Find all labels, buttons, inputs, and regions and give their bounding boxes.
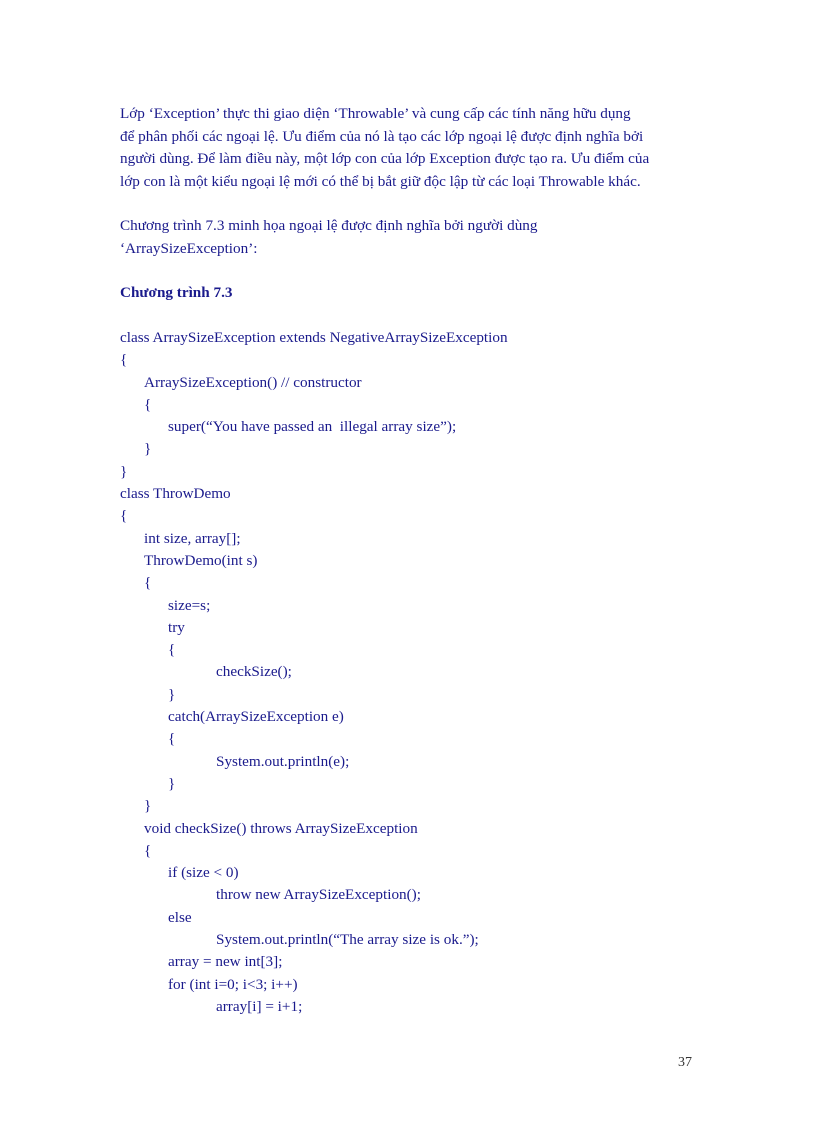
program-intro-paragraph — [120, 215, 710, 260]
code-listing — [120, 327, 508, 1018]
code-line: throw new ArraySizeException(); — [216, 886, 421, 904]
code-line: System.out.println(e); — [216, 752, 350, 770]
code-line: { — [168, 641, 176, 659]
code-line: checkSize(); — [216, 663, 292, 681]
paragraph-line: người dùng. Để làm điều này, một lớp con của lớp Exception được tạo ra. Ưu điểm của — [120, 150, 650, 168]
code-line: { — [144, 841, 152, 859]
code-line: super(“You have passed an illegal array size”); — [168, 418, 457, 436]
code-line: int size, array[]; — [144, 529, 241, 547]
page-number: 37 — [678, 1055, 692, 1070]
code-line: for (int i=0; i<3; i++) — [168, 975, 298, 993]
code-line: { — [120, 507, 128, 525]
code-line: class ThrowDemo — [120, 485, 231, 503]
intro-paragraph — [120, 103, 710, 193]
code-line: } — [144, 440, 152, 458]
paragraph-line: Chương trình 7.3 minh họa ngoại lệ được định nghĩa bởi người dùng — [120, 217, 538, 234]
code-line: array[i] = i+1; — [216, 997, 303, 1015]
code-line: ArraySizeException() // constructor — [144, 373, 362, 391]
program-heading: Chương trình 7.3 — [120, 284, 233, 301]
code-line: { — [168, 730, 176, 748]
paragraph-line: để phân phối các ngoại lệ. Ưu điểm của nó là tạo các lớp ngoại lệ được định nghĩa bởi — [120, 127, 644, 145]
paragraph-line: ‘ArraySizeException’: — [120, 239, 258, 257]
code-line: else — [168, 908, 192, 926]
code-line: } — [120, 462, 128, 480]
code-line: { — [120, 351, 128, 369]
code-line: catch(ArraySizeException e) — [168, 708, 344, 726]
code-line: array = new int[3]; — [168, 953, 283, 971]
code-line: { — [144, 395, 152, 413]
code-line: class ArraySizeException extends NegativeArraySizeException — [120, 329, 508, 346]
code-line: size=s; — [168, 596, 211, 614]
paragraph-line: Lớp ‘Exception’ thực thi giao diện ‘Throwable’ và cung cấp các tính năng hữu dụng — [120, 105, 631, 122]
code-line: { — [144, 574, 152, 592]
code-line: } — [144, 797, 152, 815]
code-line: System.out.println(“The array size is ok.”); — [216, 931, 479, 949]
code-line: try — [168, 618, 185, 636]
code-line: if (size < 0) — [168, 864, 239, 882]
code-line: ThrowDemo(int s) — [144, 551, 258, 569]
paragraph-line: lớp con là một kiểu ngoại lệ mới có thể bị bắt giữ độc lập từ các loại Throwable khác. — [120, 172, 641, 190]
code-line: void checkSize() throws ArraySizeException — [144, 819, 418, 837]
code-line: } — [168, 685, 176, 703]
code-line: } — [168, 774, 176, 792]
